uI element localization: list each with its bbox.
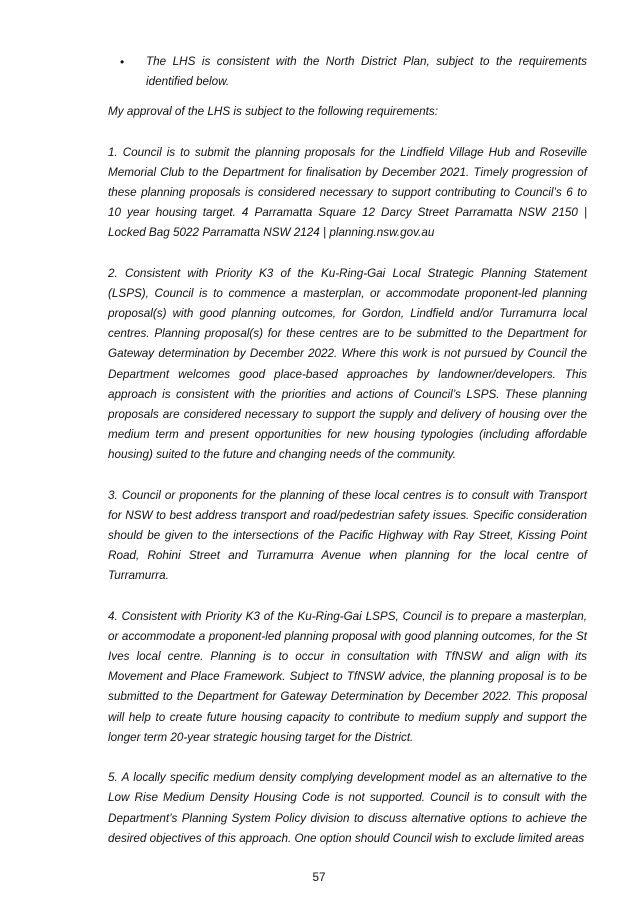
requirement-1: 1. Council is to submit the planning proposals for the Lindfield Village Hub and Roseville Memorial Club to the Department for finalisation by December 2021. Timely progression of these planning proposals is considered necessary to support contributing to Council’s 6 to 10 year housing target. 4 Parramatta Square 12 Darcy Street Parramatta NSW 2150 | Locked Bag 5022 Parramatta NSW 2124 | planning.nsw.gov.au	[108, 145, 587, 240]
bullet-item	[108, 52, 587, 92]
bullet-icon: •	[120, 55, 125, 69]
requirement-4: 4. Consistent with Priority K3 of the Ku-Ring-Gai LSPS, Council is to prepare a masterplan, or accommodate a proponent-led planning proposal with good planning outcomes, for the St Ives local centre. Planning is to occur in consultation with TfNSW and align with its Movement and Place Framework. Subject to TfNSW advice, the planning proposal is to be submitted to the Department for Gateway Determination by December 2022. This proposal will help to create future housing capacity to contribute to medium supply and support the longer term 20-year strategic housing target for the District.	[108, 609, 587, 744]
page-body	[108, 52, 587, 849]
page-number: 57	[312, 871, 326, 884]
bullet-text: The LHS is consistent with the North District Plan, subject to the requirements identified below.	[146, 55, 587, 89]
requirement-5: 5. A locally specific medium density complying development model as an alternative to the Low Rise Medium Density Housing Code is not supported. Council is to consult with the Department’s Planning System Policy division to discuss alternative options to achieve the desired objectives of this approach. One option should Council wish to exclude limited areas	[108, 771, 587, 845]
intro-paragraph: My approval of the LHS is subject to the following requirements:	[108, 105, 439, 119]
requirement-3: 3. Council or proponents for the planning of these local centres is to consult with Transport for NSW to best address transport and road/pedestrian safety issues. Specific consideration should be given to the intersections of the Pacific Highway with Ray Street, Kissing Point Road, Rohini Street and Turramurra Avenue when planning for the local centre of Turramurra.	[108, 488, 587, 583]
requirement-2: 2. Consistent with Priority K3 of the Ku-Ring-Gai Local Strategic Planning Statement (LSPS), Council is to commence a masterplan, or accommodate proponent-led planning proposal(s) with good planning outcomes, for Gordon, Lindfield and/or Turramurra local centres. Planning proposal(s) for these centres are to be submitted to the Department for Gateway determination by December 2022. Where this work is not pursued by Council the Department welcomes good place-based approaches by landowner/developers. This approach is consistent with the priorities and actions of Council’s LSPS. These planning proposals are considered necessary to support the supply and delivery of housing over the medium term and present opportunities for new housing typologies (including affordable housing) suited to the future and changing needs of the community.	[108, 266, 587, 462]
